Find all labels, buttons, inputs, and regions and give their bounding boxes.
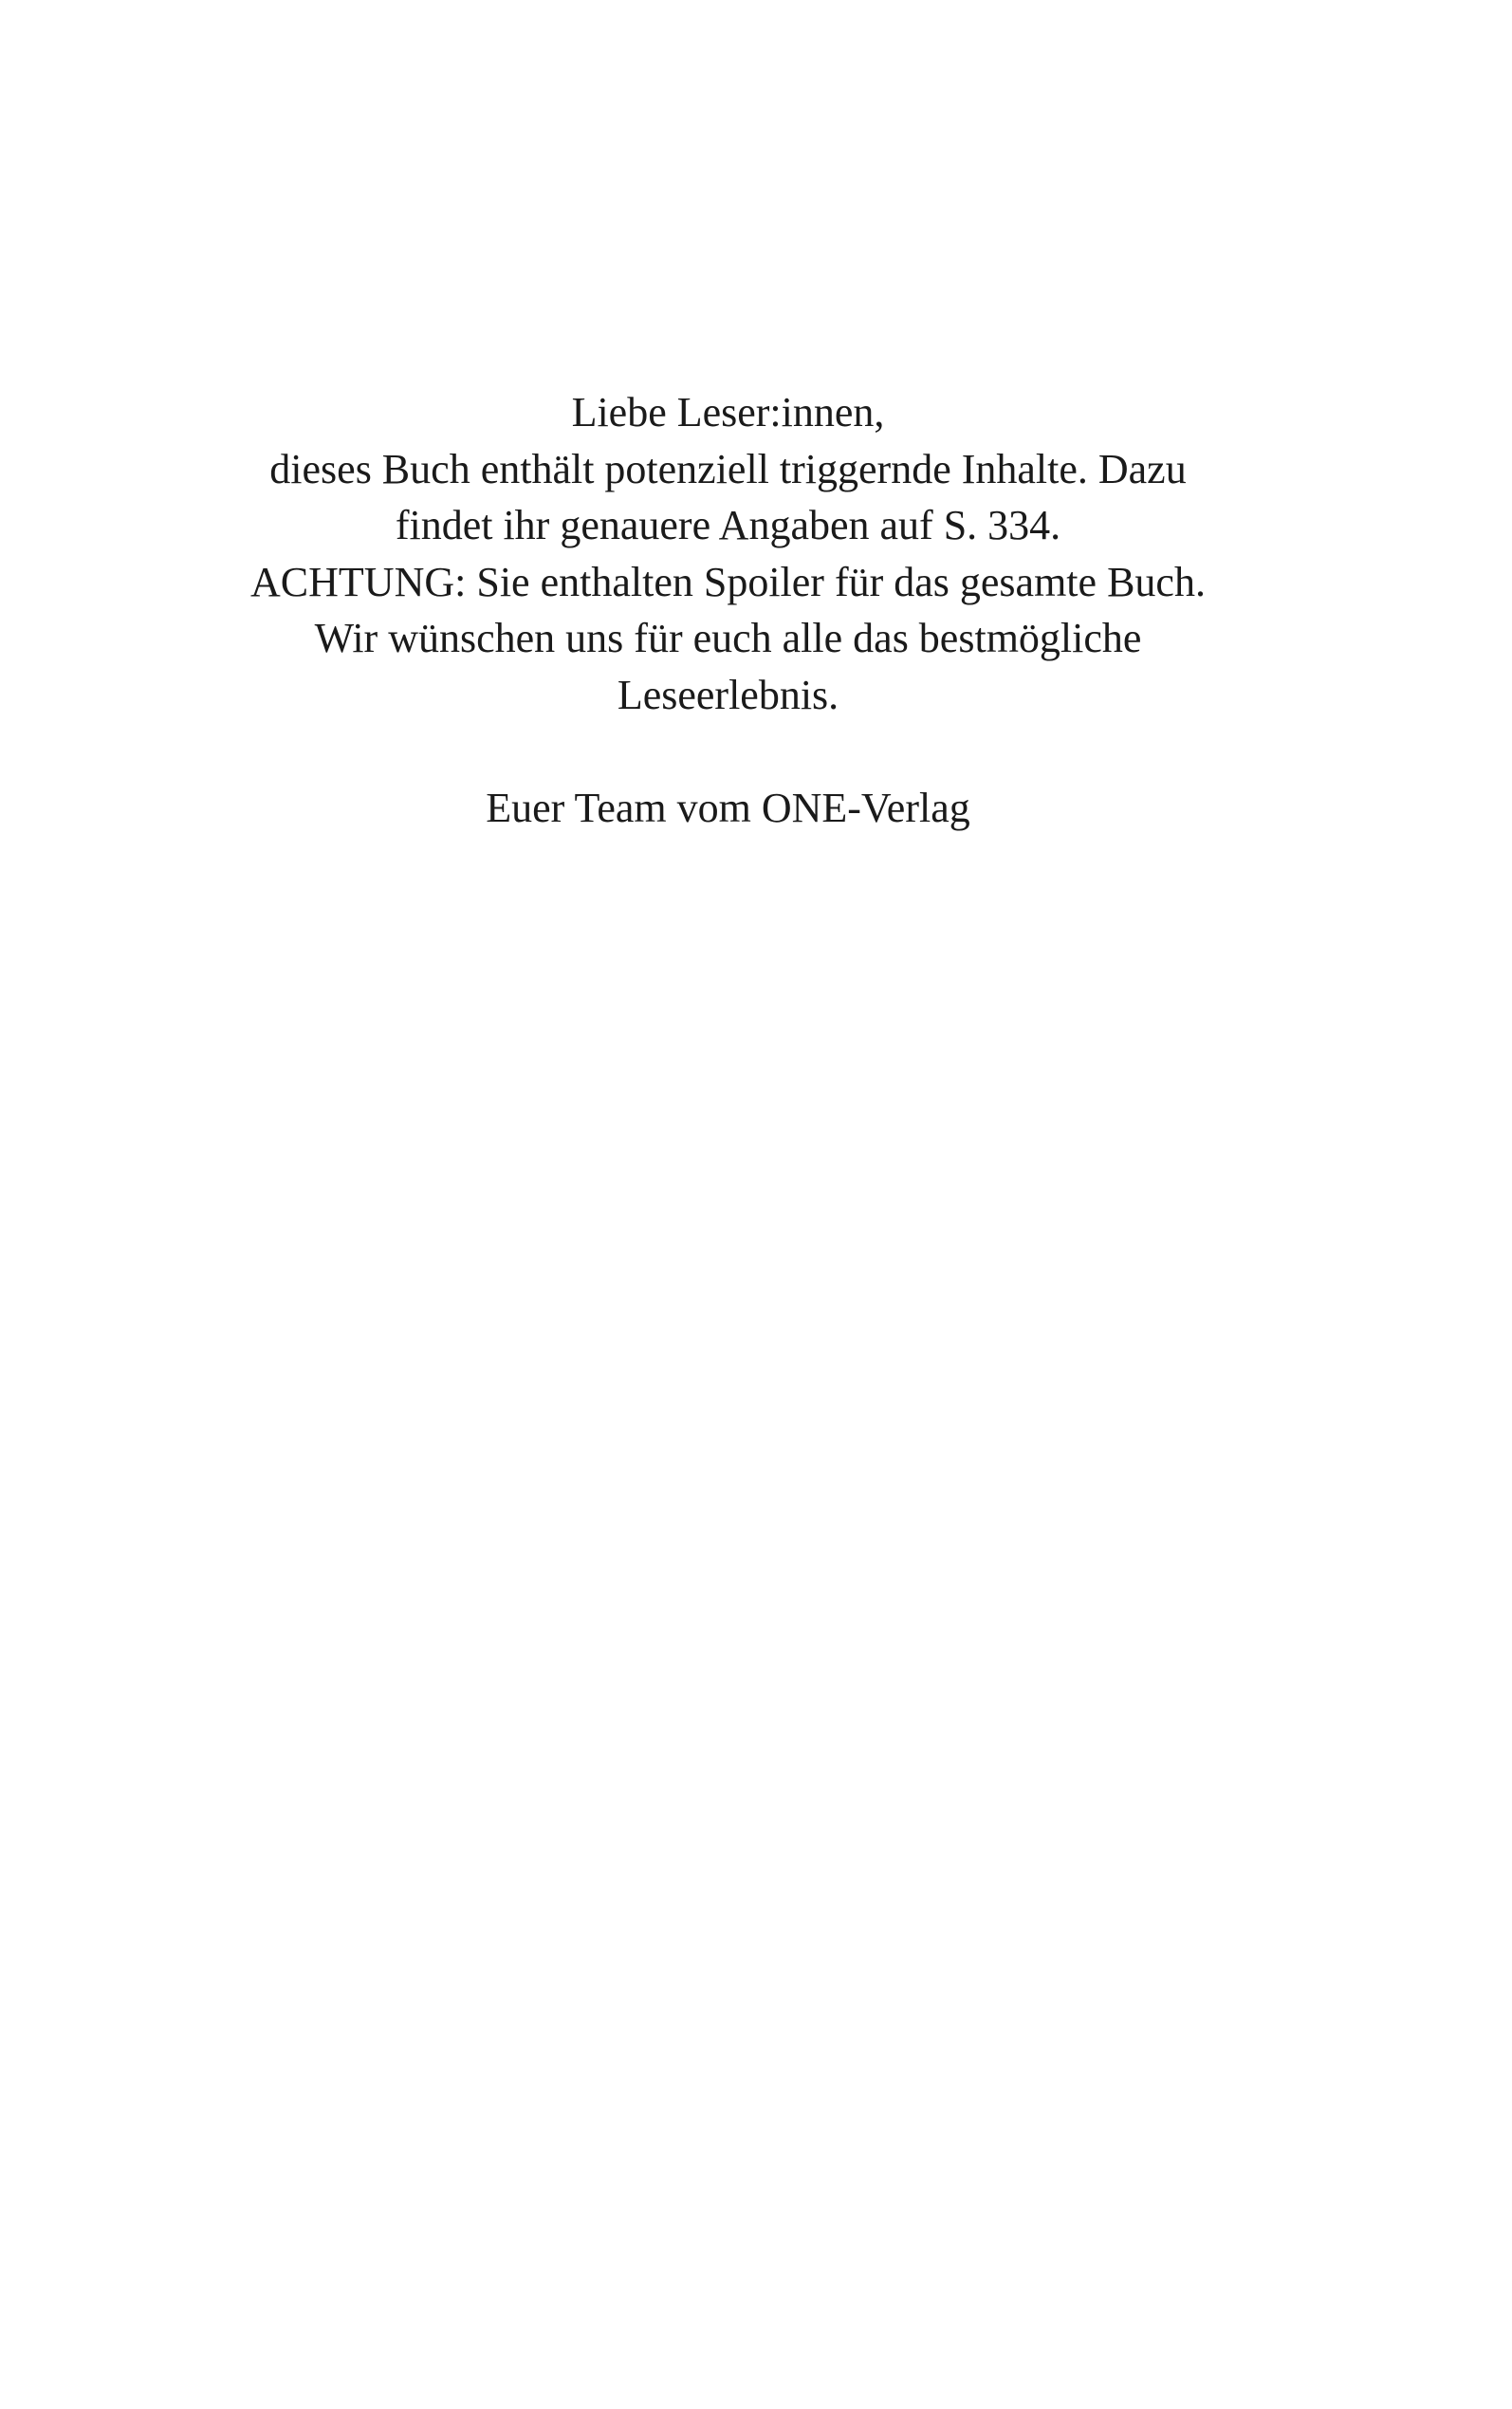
notice-line: dieses Buch enthält potenziell triggernde Inhalte. Dazu xyxy=(269,445,1187,492)
spoiler-warning: ACHTUNG: Sie enthalten Spoiler für das gesamte Buch. xyxy=(250,558,1206,605)
salutation: Liebe Leser:innen, xyxy=(571,389,885,435)
notice-line: Leseerlebnis. xyxy=(617,671,839,718)
notice-line: findet ihr genauere Angaben auf S. 334. xyxy=(395,502,1061,548)
content-warning-notice xyxy=(171,384,1285,723)
publisher-signature: Euer Team vom ONE-Verlag xyxy=(486,785,970,831)
notice-line: Wir wünschen uns für euch alle das bestmögliche xyxy=(314,615,1142,661)
